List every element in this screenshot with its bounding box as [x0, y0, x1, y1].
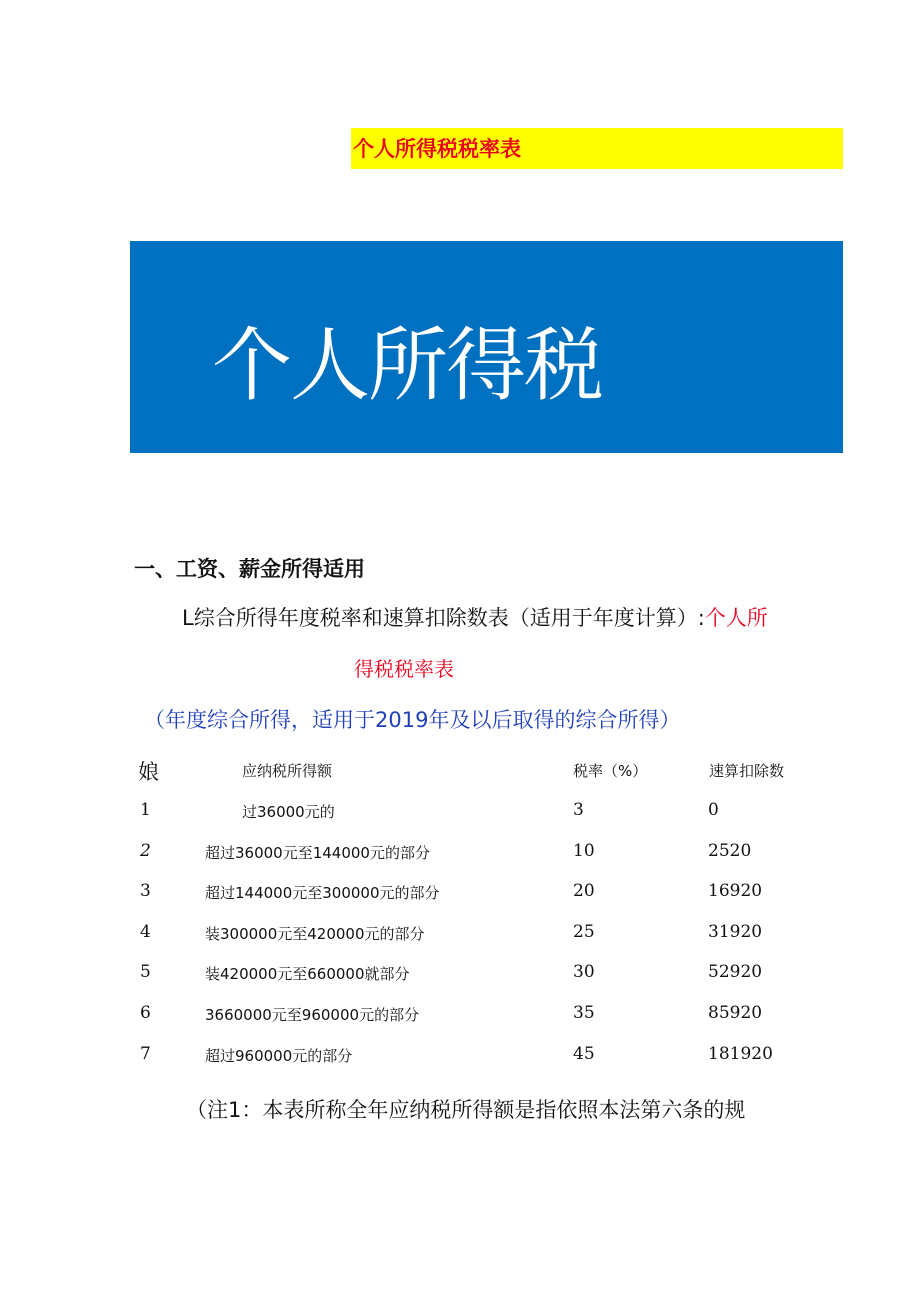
- row-rate: 35: [573, 1003, 595, 1023]
- table-header-rate: 税率（%）: [573, 762, 648, 780]
- row-rate: 25: [573, 922, 595, 942]
- subheading-red-text: 个人所: [704, 606, 768, 630]
- hero-panel: [130, 241, 843, 453]
- row-index: 5: [140, 962, 151, 982]
- row-income-range: 超过36000元至144000元的部分: [205, 844, 430, 862]
- row-income-range: 装300000元至420000元的部分: [205, 925, 425, 943]
- row-income-range: 过36000元的: [242, 803, 335, 821]
- row-index: 3: [140, 881, 151, 901]
- row-deduction: 0: [708, 800, 719, 820]
- row-income-range: 超过144000元至300000元的部分: [205, 884, 440, 902]
- banner-title: 个人所得税税率表: [353, 137, 521, 161]
- table-subheading: [182, 602, 768, 632]
- section-heading: 一、工资、薪金所得适用: [134, 557, 365, 581]
- subheading-red-continuation: 得税税率表: [354, 657, 454, 681]
- table-header-deduction: 速算扣除数: [709, 762, 785, 780]
- subheading-text: L综合所得年度税率和速算扣除数表（适用于年度计算）:: [182, 606, 705, 630]
- row-income-range: 超过960000元的部分: [205, 1047, 353, 1065]
- row-rate: 30: [573, 962, 595, 982]
- row-rate: 45: [573, 1044, 595, 1064]
- title-banner: [351, 128, 843, 169]
- applicability-note: （年度综合所得，适用于2019年及以后取得的综合所得）: [144, 708, 681, 732]
- row-index: 7: [140, 1044, 151, 1064]
- row-deduction: 85920: [708, 1003, 763, 1023]
- row-rate: 3: [573, 800, 584, 820]
- row-deduction: 181920: [708, 1044, 773, 1064]
- row-deduction: 31920: [708, 922, 763, 942]
- row-rate: 20: [573, 881, 595, 901]
- table-header-index: 娘: [138, 760, 159, 784]
- footnote: （注1：本表所称全年应纳税所得额是指依照本法第六条的规: [186, 1098, 746, 1122]
- row-deduction: 16920: [708, 881, 763, 901]
- row-index: 6: [140, 1003, 151, 1023]
- row-income-range: 装420000元至660000就部分: [205, 965, 410, 983]
- row-index: 1: [140, 800, 151, 820]
- row-deduction: 2520: [708, 841, 752, 861]
- row-deduction: 52920: [708, 962, 763, 982]
- row-index: 2: [140, 841, 151, 861]
- hero-title: 个人所得税: [212, 319, 602, 412]
- table-header-income: 应纳税所得额: [242, 762, 333, 780]
- row-rate: 10: [573, 841, 595, 861]
- row-income-range: 3660000元至960000元的部分: [205, 1006, 420, 1024]
- row-index: 4: [140, 922, 151, 942]
